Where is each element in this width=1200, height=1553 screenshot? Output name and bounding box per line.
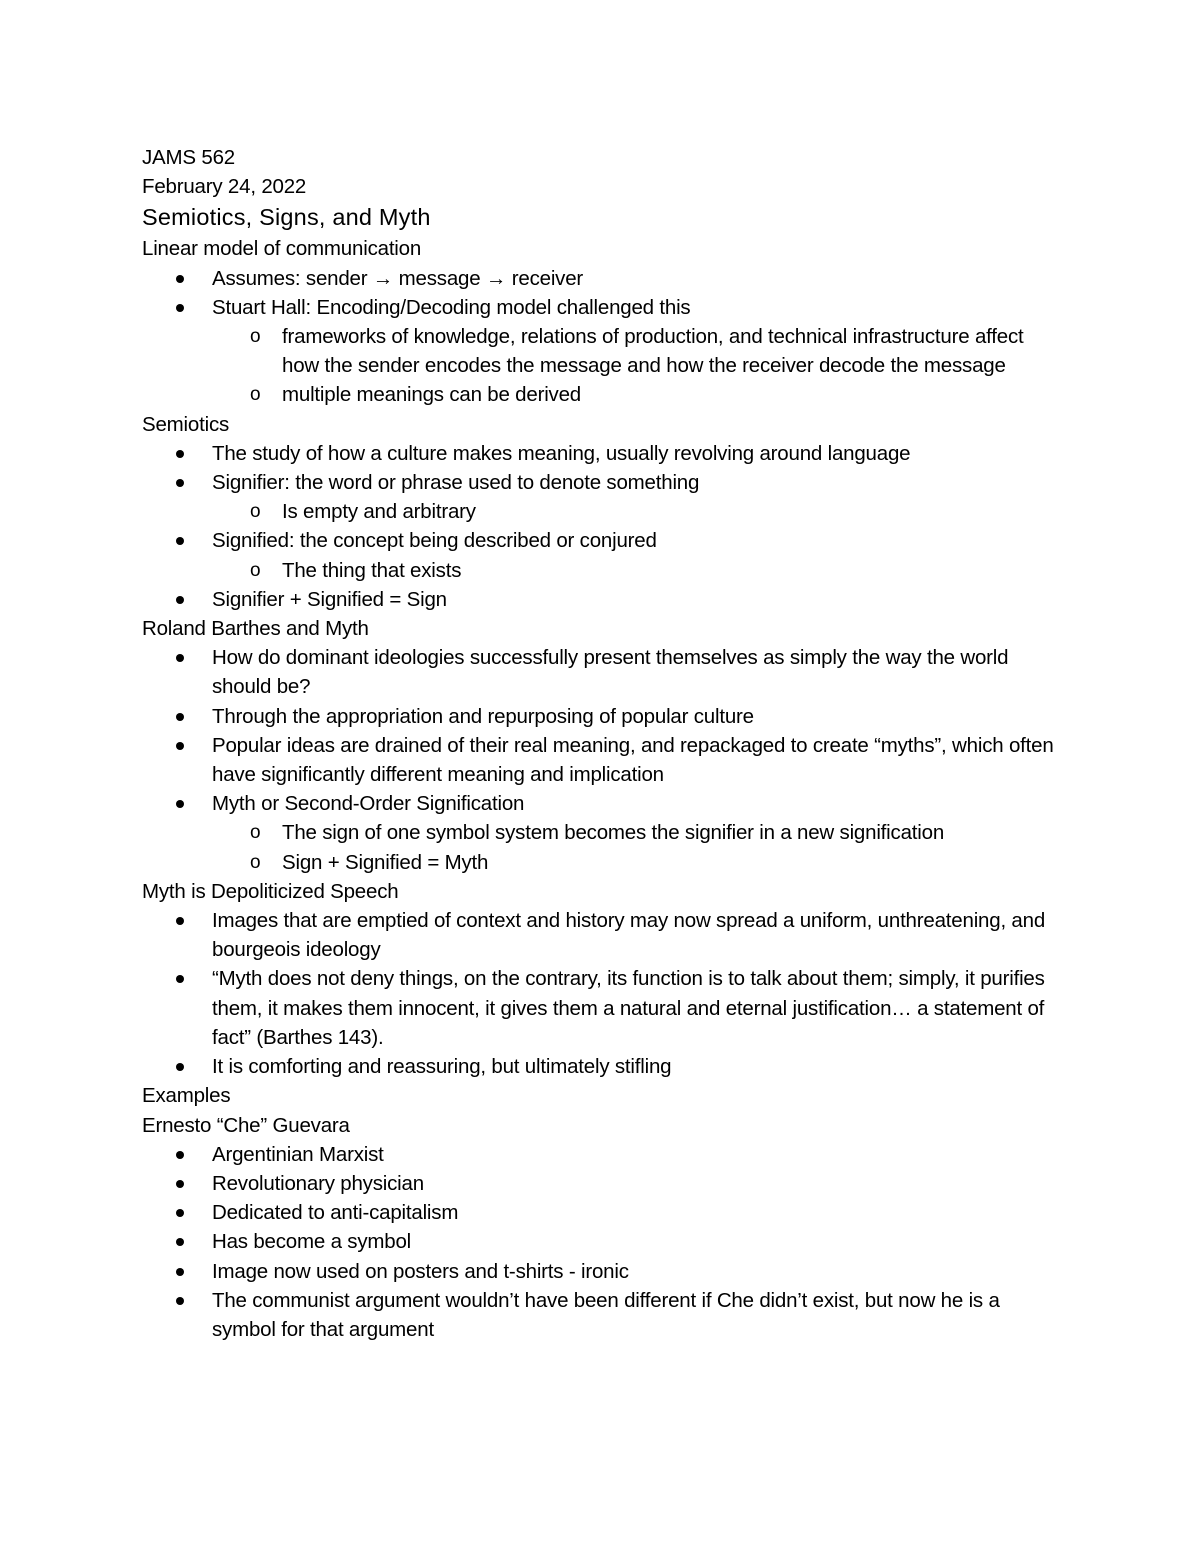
list-item: Image now used on posters and t-shirts - ironic [142, 1257, 1062, 1286]
list-item: Signified: the concept being described or conjured o The thing that exists [142, 526, 1062, 584]
list-item: Signifier: the word or phrase used to denote something o Is empty and arbitrary [142, 468, 1062, 526]
sub-list-item: o frameworks of knowledge, relations of production, and technical infrastructure affect how the sender encodes the message and how the receiver decode the message [142, 322, 1062, 380]
section-heading-semiotics: Semiotics [142, 412, 230, 436]
sub-bullet-list [212, 497, 1062, 526]
sub-list-item: o multiple meanings can be derived [142, 380, 1062, 409]
list-item: Argentinian Marxist [142, 1140, 1062, 1169]
circle-bullet-icon: o [250, 822, 261, 844]
section-heading-barthes: Roland Barthes and Myth [142, 617, 369, 641]
bullet-icon [176, 654, 184, 662]
bullet-icon [176, 596, 184, 604]
list-item: How do dominant ideologies successfully present themselves as simply the way the world should be? [142, 643, 1062, 701]
bullet-list [142, 906, 1062, 1081]
page-title: Semiotics, Signs, and Myth [142, 204, 431, 231]
bullet-icon [176, 1063, 184, 1071]
sub-list-item: o Sign + Signified = Myth [142, 848, 1062, 877]
list-item: The communist argument wouldn’t have been different if Che didn’t exist, but now he is a symbol for that argument [142, 1286, 1062, 1344]
bullet-icon [176, 479, 184, 487]
bullet-icon [176, 1238, 184, 1246]
sub-bullet-list [212, 556, 1062, 585]
bullet-icon [176, 1268, 184, 1276]
circle-bullet-icon: o [250, 501, 261, 523]
sub-list-item: o The thing that exists [142, 556, 1062, 585]
circle-bullet-icon: o [250, 851, 261, 873]
bullet-icon [176, 742, 184, 750]
sub-bullet-list [212, 818, 1062, 876]
bullet-list [142, 1140, 1062, 1344]
bullet-icon [176, 537, 184, 545]
bullet-icon [176, 1180, 184, 1188]
list-item: Dedicated to anti-capitalism [142, 1198, 1062, 1227]
section-heading-linear: Linear model of communication [142, 237, 422, 261]
document-page [142, 143, 1062, 1344]
list-item: Stuart Hall: Encoding/Decoding model challenged this o frameworks of knowledge, relations of production, and technical infrastructure affect how the sender encodes the message and how the receiver decode the message o multiple meanings can be derived [142, 293, 1062, 410]
section-heading-depoliticized: Myth is Depoliticized Speech [142, 879, 399, 903]
bullet-list [142, 439, 1062, 614]
list-item: Revolutionary physician [142, 1169, 1062, 1198]
sub-bullet-list [212, 322, 1062, 410]
date: February 24, 2022 [142, 175, 307, 199]
course-code: JAMS 562 [142, 146, 235, 169]
bullet-list [142, 264, 1062, 410]
list-item: Signifier + Signified = Sign [142, 585, 1062, 614]
bullet-list [142, 643, 1062, 877]
bullet-icon [176, 275, 184, 283]
bullet-icon [176, 1297, 184, 1305]
sub-list-item: o The sign of one symbol system becomes the signifier in a new signification [142, 818, 1062, 847]
bullet-icon [176, 450, 184, 458]
circle-bullet-icon: o [250, 384, 261, 406]
list-item: Myth or Second-Order Signification o The sign of one symbol system becomes the signifier in a new signification o Sign + Signified = Myth [142, 789, 1062, 877]
bullet-icon [176, 1209, 184, 1217]
list-item: Images that are emptied of context and history may now spread a uniform, unthreatening, and bourgeois ideology [142, 906, 1062, 964]
bullet-icon [176, 975, 184, 983]
list-item: Has become a symbol [142, 1227, 1062, 1256]
list-item: Popular ideas are drained of their real meaning, and repackaged to create “myths”, which often have significantly different meaning and implication [142, 731, 1062, 789]
bullet-icon [176, 713, 184, 721]
circle-bullet-icon: o [250, 326, 261, 348]
circle-bullet-icon: o [250, 559, 261, 581]
list-item: Through the appropriation and repurposing of popular culture [142, 702, 1062, 731]
bullet-icon [176, 800, 184, 808]
list-item: “Myth does not deny things, on the contrary, its function is to talk about them; simply, it purifies them, it makes them innocent, it gives them a natural and eternal justification… a statement of fact” (Barthes 143). [142, 964, 1062, 1052]
bullet-icon [176, 1151, 184, 1159]
list-item: The study of how a culture makes meaning, usually revolving around language [142, 439, 1062, 468]
sub-list-item: o Is empty and arbitrary [142, 497, 1062, 526]
list-item: Assumes: sender → message → receiver [142, 264, 1062, 293]
list-item: It is comforting and reassuring, but ultimately stifling [142, 1052, 1062, 1081]
bullet-icon [176, 304, 184, 312]
section-heading-examples: Examples [142, 1084, 231, 1108]
bullet-icon [176, 917, 184, 925]
section-heading-che: Ernesto “Che” Guevara [142, 1113, 350, 1137]
